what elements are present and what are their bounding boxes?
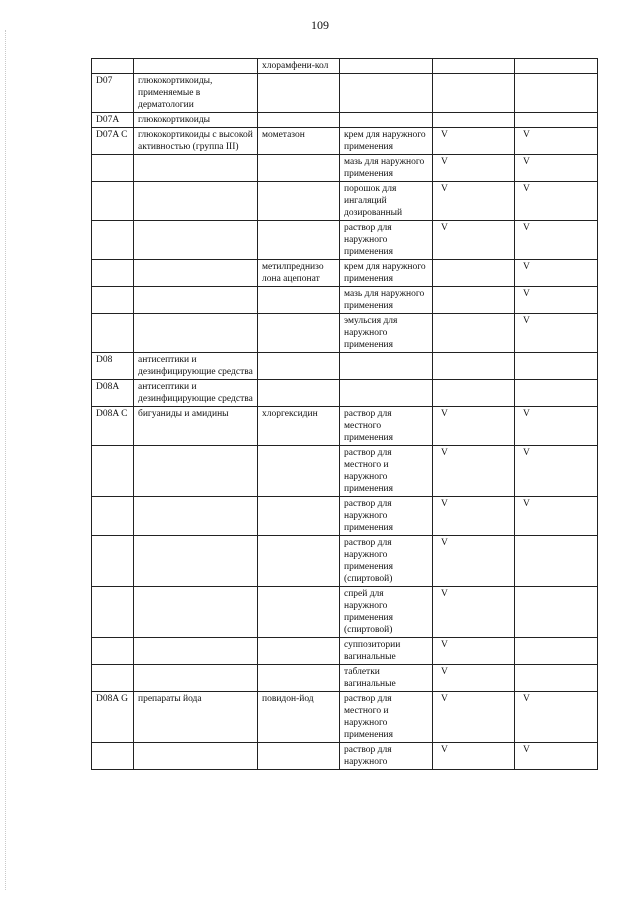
- group-name-cell: препараты йода: [134, 692, 258, 743]
- table-row: [92, 260, 598, 287]
- dosage-form-cell: мазь для наружного применения: [340, 155, 433, 182]
- mark-cell-2: [515, 536, 598, 587]
- table-row: [92, 287, 598, 314]
- substance-cell: [258, 665, 340, 692]
- atc-code-cell: [92, 221, 134, 260]
- substance-cell: [258, 74, 340, 113]
- dosage-form-cell: [340, 74, 433, 113]
- atc-code-cell: [92, 497, 134, 536]
- dosage-form-cell: раствор для наружного: [340, 743, 433, 770]
- mark-cell-2: V: [515, 314, 598, 353]
- mark-cell-1: V: [433, 221, 515, 260]
- substance-cell: [258, 497, 340, 536]
- page-number: 109: [311, 18, 329, 32]
- dosage-form-cell: раствор для наружного применения (спиртовой): [340, 536, 433, 587]
- mark-cell-1: V: [433, 446, 515, 497]
- group-name-cell: глюкокортикоиды, применяемые в дерматологии: [134, 74, 258, 113]
- mark-cell-2: V: [515, 221, 598, 260]
- mark-cell-2: V: [515, 692, 598, 743]
- mark-cell-1: V: [433, 692, 515, 743]
- group-name-cell: [134, 182, 258, 221]
- dosage-form-cell: [340, 353, 433, 380]
- mark-cell-1: V: [433, 155, 515, 182]
- table-row: [92, 497, 598, 536]
- mark-cell-2: V: [515, 743, 598, 770]
- mark-cell-2: V: [515, 287, 598, 314]
- atc-code-cell: [92, 182, 134, 221]
- substance-cell: [258, 536, 340, 587]
- substance-cell: [258, 113, 340, 128]
- substance-cell: [258, 314, 340, 353]
- mark-cell-1: V: [433, 665, 515, 692]
- dosage-form-cell: раствор для местного и наружного применения: [340, 692, 433, 743]
- dosage-form-cell: раствор для наружного применения: [340, 497, 433, 536]
- group-name-cell: [134, 665, 258, 692]
- group-name-cell: бигуаниды и амидины: [134, 407, 258, 446]
- atc-code-cell: [92, 287, 134, 314]
- atc-code-cell: [92, 260, 134, 287]
- group-name-cell: [134, 497, 258, 536]
- group-name-cell: антисептики и дезинфицирующие средства: [134, 353, 258, 380]
- atc-code-cell: D08A C: [92, 407, 134, 446]
- substance-cell: [258, 155, 340, 182]
- mark-cell-1: V: [433, 182, 515, 221]
- atc-code-cell: [92, 155, 134, 182]
- mark-cell-1: V: [433, 743, 515, 770]
- mark-cell-1: [433, 353, 515, 380]
- group-name-cell: [134, 446, 258, 497]
- substance-cell: метилпреднизо лона ацепонат: [258, 260, 340, 287]
- group-name-cell: глюкокортикоиды: [134, 113, 258, 128]
- atc-code-cell: [92, 665, 134, 692]
- table-row: [92, 380, 598, 407]
- group-name-cell: [134, 314, 258, 353]
- table-row: [92, 353, 598, 380]
- substance-cell: [258, 743, 340, 770]
- dosage-form-cell: спрей для наружного применения (спиртовой): [340, 587, 433, 638]
- atc-code-cell: D08A G: [92, 692, 134, 743]
- dosage-form-cell: раствор для местного и наружного применения: [340, 446, 433, 497]
- dosage-form-cell: раствор для наружного применения: [340, 221, 433, 260]
- substance-cell: хлорамфени-кол: [258, 59, 340, 74]
- atc-code-cell: D07: [92, 74, 134, 113]
- atc-code-cell: D08: [92, 353, 134, 380]
- table-row: [92, 587, 598, 638]
- mark-cell-1: V: [433, 128, 515, 155]
- group-name-cell: [134, 743, 258, 770]
- mark-cell-1: [433, 380, 515, 407]
- group-name-cell: [134, 638, 258, 665]
- mark-cell-2: V: [515, 260, 598, 287]
- mark-cell-2: V: [515, 128, 598, 155]
- table-row: [92, 407, 598, 446]
- group-name-cell: [134, 536, 258, 587]
- table-row: [92, 665, 598, 692]
- mark-cell-1: V: [433, 587, 515, 638]
- group-name-cell: [134, 59, 258, 74]
- mark-cell-2: [515, 59, 598, 74]
- substance-cell: [258, 638, 340, 665]
- dosage-form-cell: крем для наружного применения: [340, 260, 433, 287]
- dosage-form-cell: мазь для наружного применения: [340, 287, 433, 314]
- mark-cell-2: V: [515, 407, 598, 446]
- mark-cell-2: V: [515, 497, 598, 536]
- substance-cell: [258, 287, 340, 314]
- substance-cell: [258, 221, 340, 260]
- mark-cell-2: [515, 74, 598, 113]
- group-name-cell: [134, 260, 258, 287]
- dosage-form-cell: порошок для ингаляций дозированный: [340, 182, 433, 221]
- mark-cell-1: [433, 314, 515, 353]
- table-row: [92, 743, 598, 770]
- table-row: [92, 446, 598, 497]
- atc-code-cell: [92, 314, 134, 353]
- group-name-cell: антисептики и дезинфицирующие средства: [134, 380, 258, 407]
- atc-code-cell: [92, 536, 134, 587]
- substance-cell: повидон-йод: [258, 692, 340, 743]
- mark-cell-1: [433, 287, 515, 314]
- substance-cell: хлоргексидин: [258, 407, 340, 446]
- mark-cell-2: [515, 113, 598, 128]
- table-row: [92, 221, 598, 260]
- mark-cell-1: V: [433, 407, 515, 446]
- medicines-table: [91, 58, 598, 770]
- group-name-cell: [134, 221, 258, 260]
- dosage-form-cell: крем для наружного применения: [340, 128, 433, 155]
- dosage-form-cell: [340, 380, 433, 407]
- group-name-cell: [134, 155, 258, 182]
- mark-cell-2: V: [515, 182, 598, 221]
- table-row: [92, 155, 598, 182]
- atc-code-cell: [92, 743, 134, 770]
- dosage-form-cell: эмульсия для наружного применения: [340, 314, 433, 353]
- dosage-form-cell: [340, 113, 433, 128]
- atc-code-cell: D07A C: [92, 128, 134, 155]
- group-name-cell: глюкокортикоиды с высокой активностью (группа III): [134, 128, 258, 155]
- group-name-cell: [134, 287, 258, 314]
- substance-cell: [258, 446, 340, 497]
- atc-code-cell: D08A: [92, 380, 134, 407]
- substance-cell: [258, 182, 340, 221]
- scan-margin-edge: [5, 30, 10, 890]
- group-name-cell: [134, 587, 258, 638]
- table-row: [92, 536, 598, 587]
- atc-code-cell: [92, 59, 134, 74]
- mark-cell-2: [515, 638, 598, 665]
- substance-cell: мометазон: [258, 128, 340, 155]
- mark-cell-2: V: [515, 155, 598, 182]
- atc-code-cell: [92, 587, 134, 638]
- mark-cell-1: V: [433, 497, 515, 536]
- dosage-form-cell: таблетки вагинальные: [340, 665, 433, 692]
- mark-cell-2: [515, 353, 598, 380]
- mark-cell-1: [433, 113, 515, 128]
- table-row: [92, 113, 598, 128]
- table-row: [92, 314, 598, 353]
- mark-cell-1: [433, 59, 515, 74]
- mark-cell-1: [433, 260, 515, 287]
- table-row: [92, 182, 598, 221]
- table-row: [92, 128, 598, 155]
- dosage-form-cell: раствор для местного применения: [340, 407, 433, 446]
- atc-code-cell: [92, 446, 134, 497]
- atc-code-cell: D07A: [92, 113, 134, 128]
- substance-cell: [258, 353, 340, 380]
- table-row: [92, 59, 598, 74]
- mark-cell-2: [515, 665, 598, 692]
- dosage-form-cell: суппозитории вагинальные: [340, 638, 433, 665]
- table-row: [92, 638, 598, 665]
- table-row: [92, 74, 598, 113]
- substance-cell: [258, 380, 340, 407]
- mark-cell-1: V: [433, 638, 515, 665]
- mark-cell-2: [515, 380, 598, 407]
- mark-cell-1: [433, 74, 515, 113]
- mark-cell-1: V: [433, 536, 515, 587]
- dosage-form-cell: [340, 59, 433, 74]
- mark-cell-2: [515, 587, 598, 638]
- substance-cell: [258, 587, 340, 638]
- mark-cell-2: V: [515, 446, 598, 497]
- atc-code-cell: [92, 638, 134, 665]
- table-row: [92, 692, 598, 743]
